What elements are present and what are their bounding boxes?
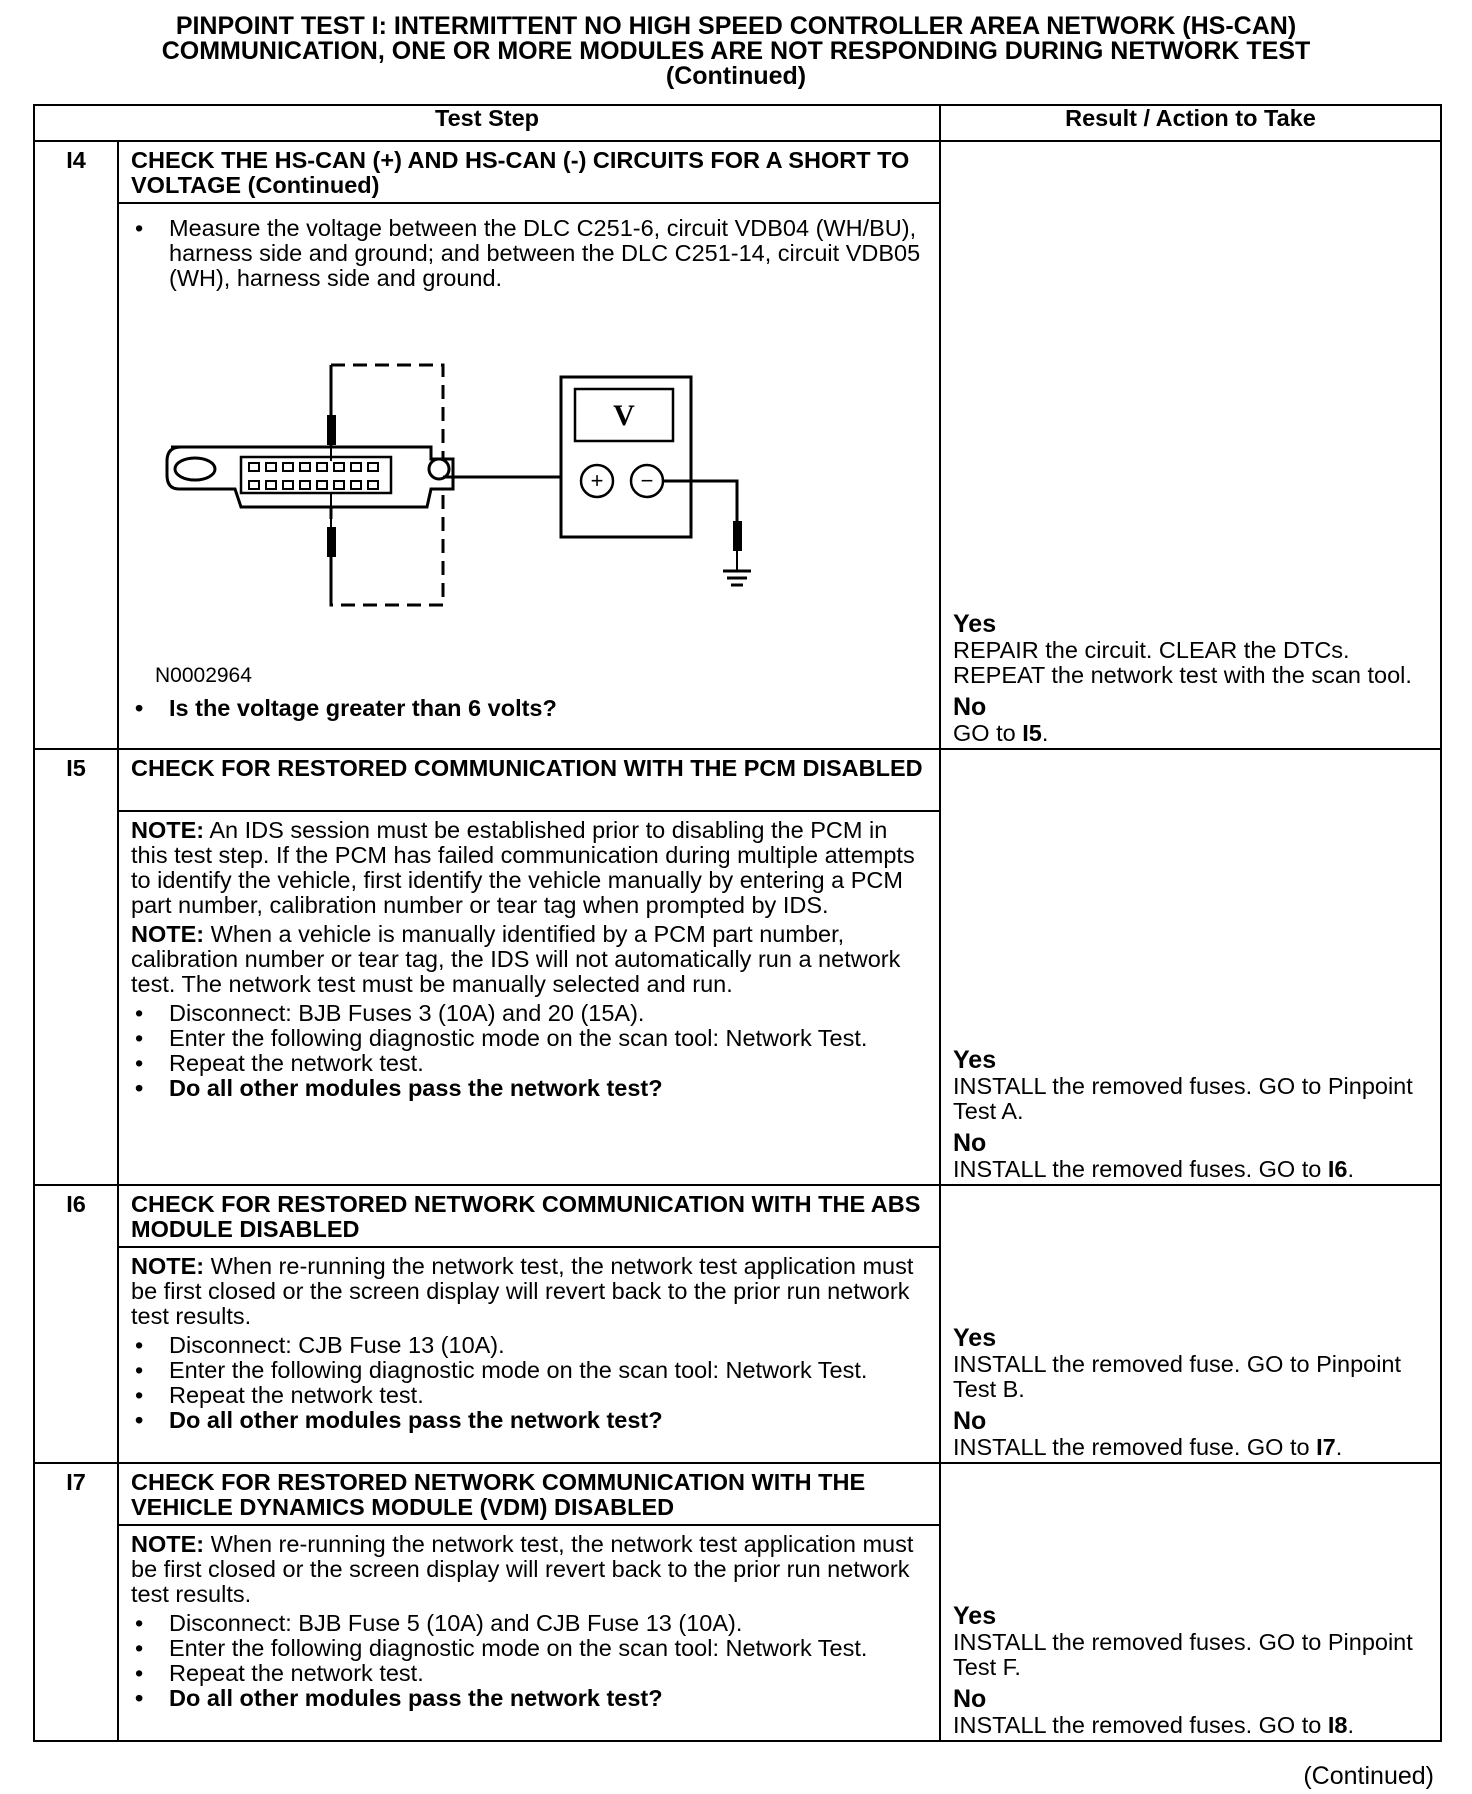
yes-label: Yes [953,1324,997,1352]
header-result: Result / Action to Take [940,105,1441,141]
list-item: • Repeat the network test. [131,1383,929,1408]
yes-action: INSTALL the removed fuses. GO to Pinpoint Test F. [953,1629,1413,1680]
list-item-question: • Do all other modules pass the network test? [131,1408,929,1433]
list-item-question: • Do all other modules pass the network test? [131,1076,929,1101]
step-body-i6 [118,1247,940,1463]
note-label: NOTE: [131,817,205,843]
step-heading-i4: CHECK THE HS-CAN (+) AND HS-CAN (-) CIRCUITS FOR A SHORT TO VOLTAGE (Continued) [118,141,940,203]
list-item: • Enter the following diagnostic mode on the scan tool: Network Test. [131,1358,929,1383]
list-item: • Enter the following diagnostic mode on the scan tool: Network Test. [131,1026,929,1051]
no-label: No [953,1685,987,1713]
step-body-i4 [118,203,940,749]
yes-label: Yes [953,1602,997,1630]
step-heading-i5: CHECK FOR RESTORED COMMUNICATION WITH THE PCM DISABLED [118,749,940,811]
header-test-step: Test Step [34,105,940,141]
note [131,922,929,997]
positive-terminal-symbol: + [590,468,604,493]
no-action-text: INSTALL the removed fuses. GO to [953,1712,1328,1738]
result-cell-i5 [940,749,1441,1185]
step-number-i5: I5 [34,749,118,1185]
step-number-i4: I4 [34,141,118,749]
note-text: When a vehicle is manually identified by a PCM part number, calibration number or tear tag, the IDS will not automatically run a network test. The network test must be manually selected and run. [131,921,901,997]
yes-label: Yes [953,1046,997,1074]
continued-footer: (Continued) [1303,1762,1434,1790]
yes-action: REPAIR the circuit. CLEAR the DTCs. REPEAT the network test with the scan tool. [953,637,1412,688]
no-label: No [953,1129,987,1157]
no-label: No [953,1407,987,1435]
note [131,1254,929,1329]
no-action-step-link: I8 [1327,1712,1348,1738]
note [131,1532,929,1607]
list-item: • Disconnect: BJB Fuses 3 (10A) and 20 (15A). [131,1001,929,1026]
note-text: When re-running the network test, the network test application must be first closed or the screen display will revert back to the prior run network test results. [131,1253,914,1329]
step-body-i5 [118,811,940,1185]
no-action-step-link: I7 [1316,1434,1336,1460]
no-action [953,1435,1430,1460]
note-label: NOTE: [131,1253,205,1279]
no-action-text: INSTALL the removed fuses. GO to [953,1156,1328,1182]
list-item: • Disconnect: CJB Fuse 13 (10A). [131,1333,929,1358]
no-action [953,1713,1430,1738]
list-item-question: • Do all other modules pass the network test? [131,1686,929,1711]
no-action-period: . [1041,720,1049,746]
result-cell-i6 [940,1185,1441,1463]
ground-icon [723,571,751,585]
title-line-2: COMMUNICATION, ONE OR MORE MODULES ARE NOT RESPONDING DURING NETWORK TEST [161,37,1311,65]
yes-action: INSTALL the removed fuse. GO to Pinpoint Test B. [953,1351,1402,1402]
title-line-3: (Continued) [665,62,807,90]
probe-tip-top [327,415,336,445]
note-text: An IDS session must be established prior to disabling the PCM in this test step. If the PCM has failed communication during multiple attempts to identify the vehicle, first identify the vehicle manually by entering a PCM part number, calibration number or tear tag when prompted by IDS. [131,817,915,918]
note [131,818,929,918]
pinpoint-test-table [33,104,1442,1742]
voltmeter-label: V [613,399,635,432]
no-action [953,1157,1430,1182]
note-text: When re-running the network test, the network test application must be first closed or the screen display will revert back to the prior run network test results. [131,1531,914,1607]
diagram-svg [131,357,831,617]
list-item: • Repeat the network test. [131,1051,929,1076]
step-heading-i6: CHECK FOR RESTORED NETWORK COMMUNICATION WITH THE ABS MODULE DISABLED [118,1185,940,1247]
note-label: NOTE: [131,921,205,947]
step-body-i7 [118,1525,940,1741]
dlc-voltmeter-diagram [131,357,831,657]
note-label: NOTE: [131,1531,205,1557]
step-number-i7: I7 [34,1463,118,1741]
title-line-1: PINPOINT TEST I: INTERMITTENT NO HIGH SPEED CONTROLLER AREA NETWORK (HS-CAN) [175,12,1297,40]
no-label: No [953,693,987,721]
result-cell-i7 [940,1463,1441,1741]
list-item: • Enter the following diagnostic mode on the scan tool: Network Test. [131,1636,929,1661]
figure-code: N0002964 [155,664,252,687]
result-cell-i4 [940,141,1441,749]
step-heading-i7: CHECK FOR RESTORED NETWORK COMMUNICATION WITH THE VEHICLE DYNAMICS MODULE (VDM) DISABLED [118,1463,940,1525]
no-action-text: GO to [953,720,1023,746]
probe-tip-bottom [327,527,336,557]
ground-probe [733,521,742,551]
no-action-period: . [1347,1156,1354,1182]
no-action-period: . [1335,1434,1343,1460]
no-action-text: INSTALL the removed fuse. GO to [953,1434,1317,1460]
page-title [40,14,1432,89]
yes-action: INSTALL the removed fuses. GO to Pinpoint Test A. [953,1073,1413,1124]
negative-terminal-symbol: − [640,468,654,493]
list-item: • Disconnect: BJB Fuse 5 (10A) and CJB Fuse 13 (10A). [131,1611,929,1636]
no-action-step-link: I5 [1022,720,1042,746]
no-action-step-link: I6 [1327,1156,1348,1182]
step-number-i6: I6 [34,1185,118,1463]
list-item-question: • Is the voltage greater than 6 volts? [131,696,929,721]
yes-label: Yes [953,610,997,638]
no-action-period: . [1347,1712,1354,1738]
list-item: • Repeat the network test. [131,1661,929,1686]
list-item: • Measure the voltage between the DLC C251-6, circuit VDB04 (WH/BU), harness side and ground; and between the DLC C251-14, circuit VDB05 (WH), harness side and ground. [131,216,929,291]
no-action [953,721,1430,746]
